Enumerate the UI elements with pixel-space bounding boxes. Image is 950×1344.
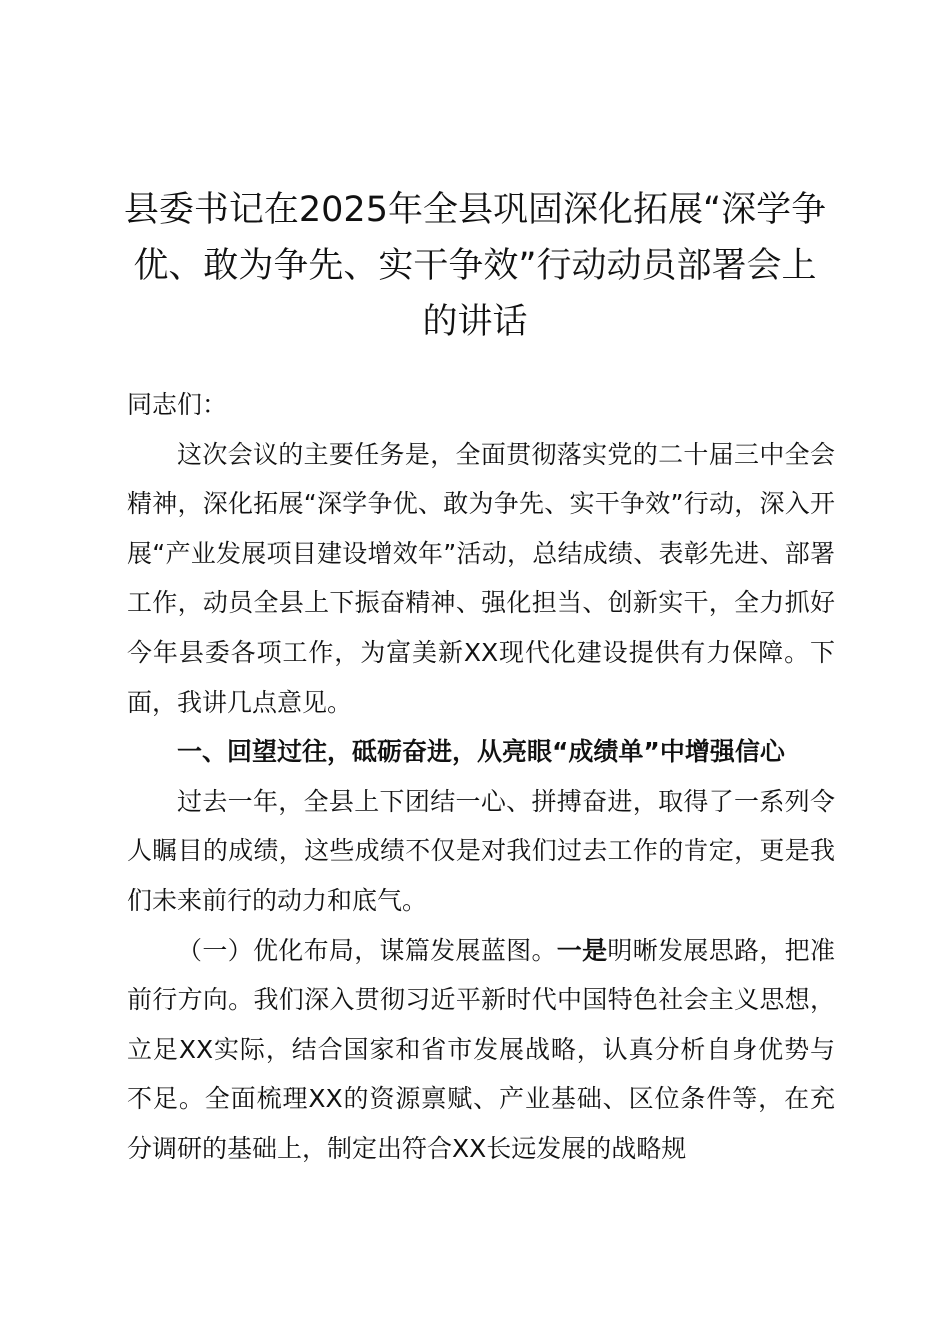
salutation: 同志们： xyxy=(127,390,228,419)
subsection-1-label: （一）优化布局，谋篇发展蓝图。 xyxy=(177,935,557,965)
subsection-1-text: 明晰发展思路，把准前行方向。我们深入贯彻习近平新时代中国特色社会主义思想，立足XX实际，结合国家和省市发展战略，认真分析自身优势与不足。全面梳理XX的资源禀赋、产业基础、区位条件等，在充分调研的基础上，制定出符合XX长远发展的战略规 xyxy=(127,935,835,1163)
document-body xyxy=(127,380,835,1174)
document-title: 县委书记在2025年全县巩固深化拓展“深学争优、敢为争先、实干争效”行动动员部署会上的讲话 xyxy=(123,190,827,342)
subsection-1-paragraph xyxy=(127,926,835,1174)
intro-paragraph: 这次会议的主要任务是，全面贯彻落实党的二十届三中全会精神，深化拓展“深学争优、敢为争先、实干争效”行动，深入开展“产业发展项目建设增效年”活动，总结成绩、表彰先进、部署工作，动员全县上下振奋精神、强化担当、创新实干，全力抓好今年县委各项工作，为富美新XX现代化建设提供有力保障。下面，我讲几点意见。 xyxy=(127,439,835,717)
subsection-1-emphasis: 一是 xyxy=(556,935,608,965)
section-heading-1: 一、回望过往，砥砺奋进，从亮眼“成绩单”中增强信心 xyxy=(177,737,785,767)
section-1-intro: 过去一年，全县上下团结一心、拼搏奋进，取得了一系列令人瞩目的成绩，这些成绩不仅是对我们过去工作的肯定，更是我们未来前行的动力和底气。 xyxy=(127,786,835,915)
